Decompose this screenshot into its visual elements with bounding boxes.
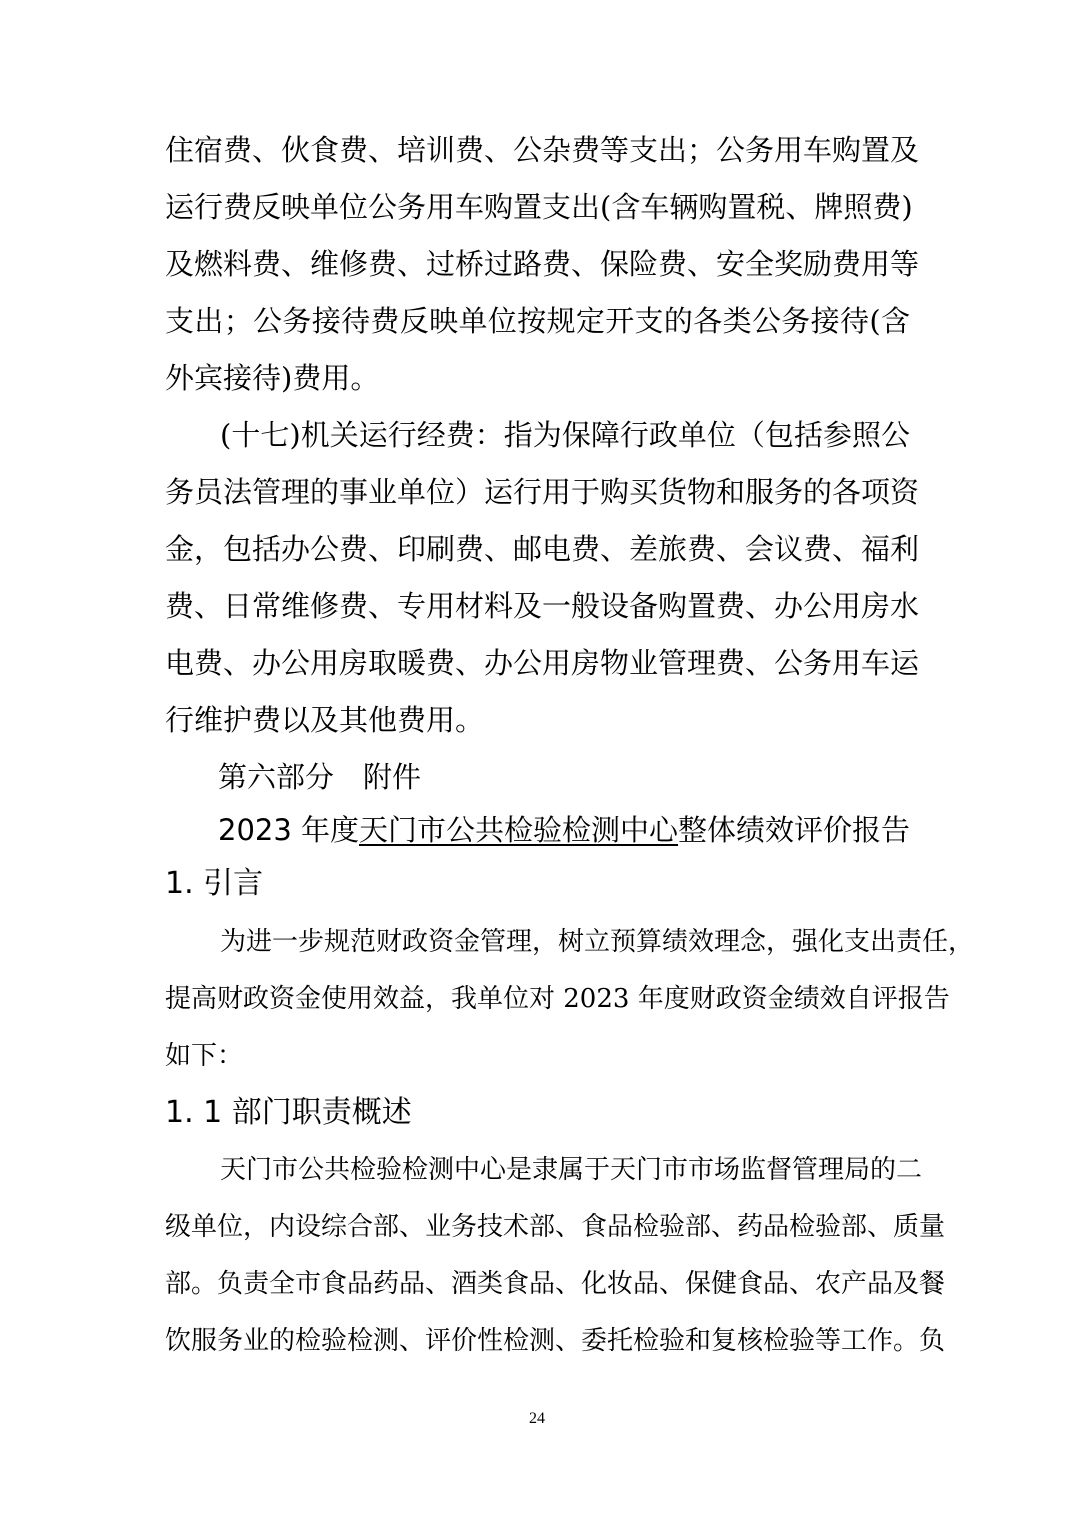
- paragraph-line: 支出；公务接待费反映单位按规定开支的各类公务接待(含: [165, 304, 910, 338]
- part-heading: 第六部分 附件: [218, 760, 422, 794]
- paragraph-line: (十七)机关运行经费：指为保障行政单位（包括参照公: [220, 418, 910, 452]
- paragraph-line: 如下：: [165, 1041, 244, 1071]
- paragraph-line: 天门市公共检验检测中心是隶属于天门市市场监督管理局的二: [220, 1155, 923, 1185]
- section-heading: 1. 1 部门职责概述: [165, 1095, 412, 1130]
- paragraph-line: 住宿费、伙食费、培训费、公杂费等支出；公务用车购置及: [165, 133, 920, 167]
- paragraph-line: 费、日常维修费、专用材料及一般设备购置费、办公用房水: [165, 589, 920, 623]
- section-heading: 1. 引言: [165, 866, 264, 901]
- paragraph-line: 级单位，内设综合部、业务技术部、食品检验部、药品检验部、质量: [165, 1212, 946, 1242]
- paragraph-line: 为进一步规范财政资金管理，树立预算绩效理念，强化支出责任，: [220, 927, 975, 957]
- report-title-suffix: 整体绩效评价报告: [678, 813, 911, 847]
- paragraph-line: 部。负责全市食品药品、酒类食品、化妆品、保健食品、农产品及餐: [165, 1269, 946, 1299]
- page-number: 24: [529, 1410, 545, 1427]
- report-title-prefix: 2023 年度: [218, 813, 360, 847]
- paragraph-line: 电费、办公用房取暖费、办公用房物业管理费、公务用车运: [165, 646, 920, 680]
- paragraph-line: 行维护费以及其他费用。: [165, 703, 485, 737]
- paragraph-line: 外宾接待)费用。: [165, 361, 380, 395]
- report-title: [218, 810, 910, 850]
- paragraph-line: 及燃料费、维修费、过桥过路费、保险费、安全奖励费用等: [165, 247, 920, 281]
- paragraph-line: 金，包括办公费、印刷费、邮电费、差旅费、会议费、福利: [165, 532, 920, 566]
- paragraph-line: 饮服务业的检验检测、评价性检测、委托检验和复核检验等工作。负: [165, 1326, 946, 1356]
- paragraph-line: 提高财政资金使用效益，我单位对 2023 年度财政资金绩效自评报告: [165, 984, 950, 1014]
- report-title-organization: 天门市公共检验检测中心: [359, 813, 679, 847]
- paragraph-line: 务员法管理的事业单位）运行用于购买货物和服务的各项资: [165, 475, 920, 509]
- paragraph-line: 运行费反映单位公务用车购置支出(含车辆购置税、牌照费): [165, 190, 913, 224]
